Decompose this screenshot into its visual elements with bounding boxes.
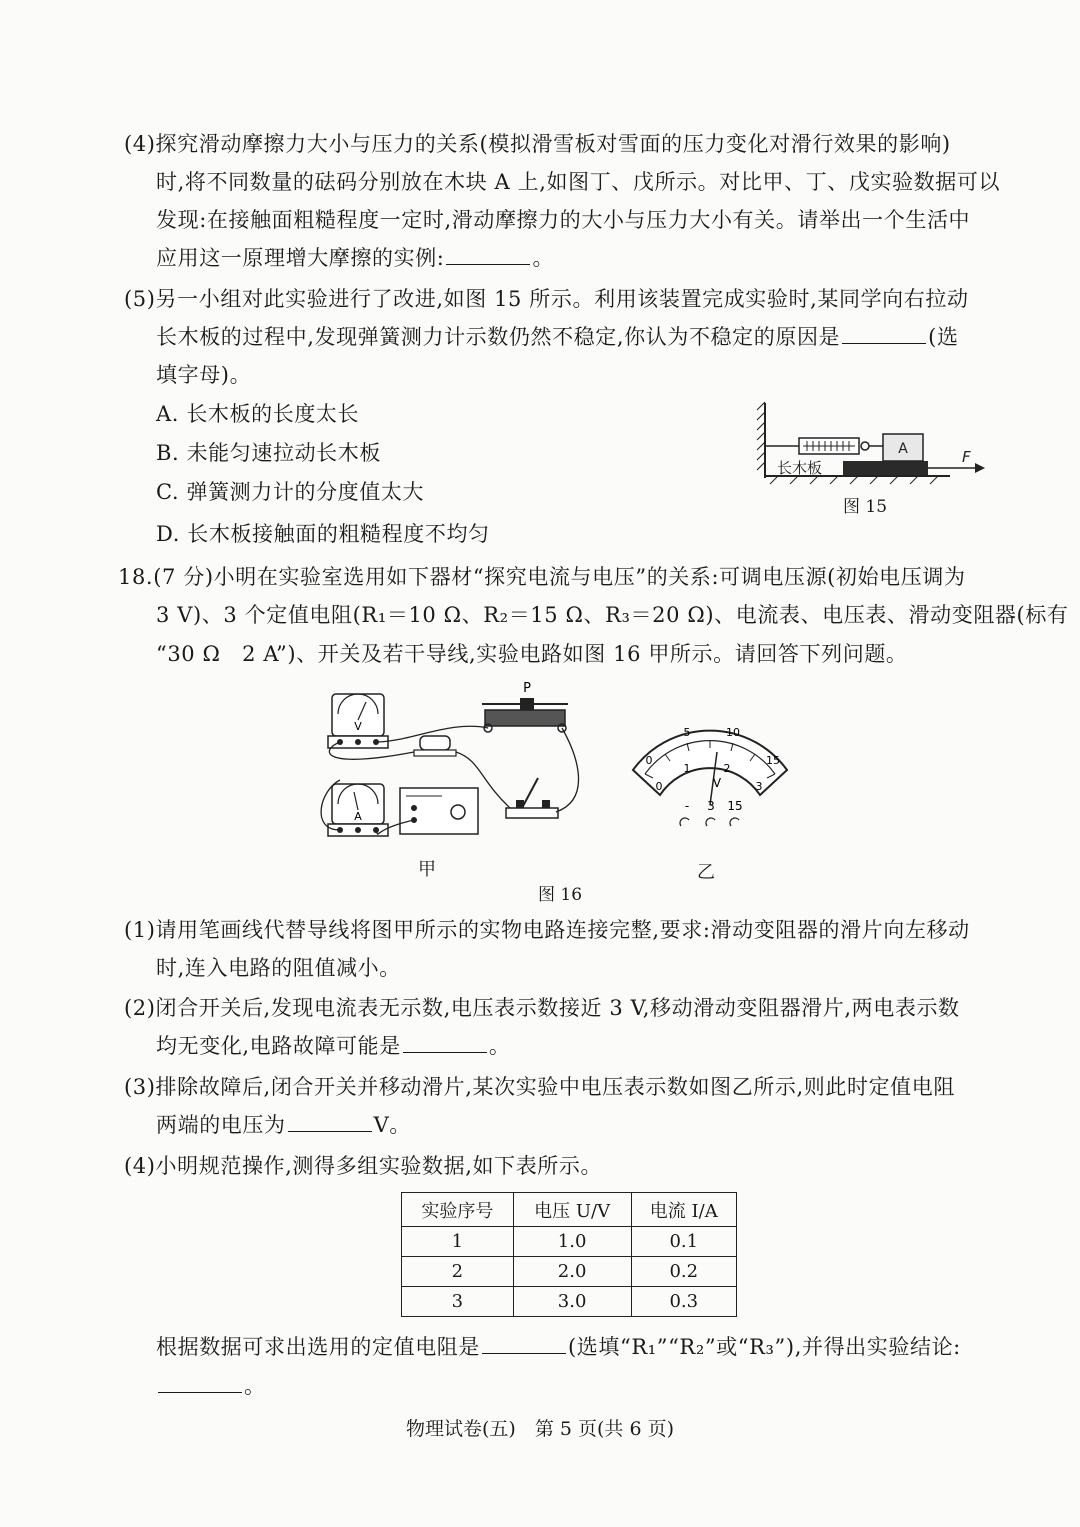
data-table	[401, 1192, 737, 1317]
power-supply	[400, 788, 478, 834]
q17-p5-text: 长木板的过程中,发现弹簧测力计示数仍然不稳定,你认为不稳定的原因是	[156, 325, 841, 349]
force-arrow	[975, 463, 985, 473]
table-header: 电压 U/V	[513, 1193, 631, 1227]
q17-p5-line3: 填字母)。	[156, 363, 252, 387]
table-header: 实验序号	[402, 1193, 514, 1227]
meter-top-tick-10: 10	[726, 726, 740, 739]
table-cell: 1	[402, 1227, 514, 1257]
q18-p3-line1: (3)排除故障后,闭合开关并移动滑片,某次实验中电压表示数如图乙所示,则此时定值电阻	[124, 1075, 955, 1099]
ammeter-label: A	[354, 810, 362, 823]
terminal-minus: -	[684, 799, 690, 813]
meter-bottom-tick-1: 1	[683, 762, 691, 775]
q18-intro-line1: 18.(7 分)小明在实验室选用如下器材“探究电流与电压”的关系:可调电压源(初始电压调为	[118, 565, 966, 589]
meter-top-tick-5: 5	[683, 726, 691, 739]
voltmeter	[328, 694, 388, 748]
meter-bottom-tick-0: 0	[655, 780, 663, 793]
board-label: 长木板	[777, 459, 823, 477]
q18-p4-line: (4)小明规范操作,测得多组实验数据,如下表所示。	[124, 1154, 603, 1178]
fixed-resistor	[414, 736, 456, 756]
table-cell: 2.0	[513, 1257, 631, 1287]
meter-top-tick-15: 15	[766, 754, 780, 767]
q17-p4-text: 应用这一原理增大摩擦的实例:	[156, 246, 445, 270]
option-b: B. 未能匀速拉动长木板	[156, 441, 381, 465]
q18-p3-text: 两端的电压为	[156, 1113, 286, 1137]
table-cell: 0.2	[631, 1257, 736, 1287]
table-row	[402, 1287, 737, 1317]
table-header: 电流 I/A	[631, 1193, 736, 1227]
meter-top-tick-0: 0	[645, 754, 653, 767]
block-label: A	[898, 441, 908, 457]
answer-blank[interactable]	[403, 1034, 487, 1053]
meter-bottom-tick-3: 3	[755, 780, 763, 793]
q17-p5-line1: (5)另一小组对此实验进行了改进,如图 15 所示。利用该装置完成实验时,某同学向右拉动	[124, 287, 969, 311]
answer-blank[interactable]	[158, 1374, 242, 1393]
q18-intro-line2: 3 V)、3 个定值电阻(R₁＝10 Ω、R₂＝15 Ω、R₃＝20 Ω)、电流表、电压表、滑动变阻器(标有	[156, 603, 1069, 627]
table-header-row	[402, 1193, 737, 1227]
answer-blank[interactable]	[482, 1335, 566, 1354]
option-d: D. 长木板接触面的粗糙程度不均匀	[156, 522, 490, 546]
option-c: C. 弹簧测力计的分度值太大	[156, 480, 425, 504]
terminal-3: 3	[707, 799, 715, 813]
force-label: F	[962, 448, 971, 466]
q18-p3-line2	[156, 1111, 411, 1139]
switch	[506, 778, 558, 818]
figure-16-meter-dial	[625, 700, 795, 830]
q18-p2-end: 。	[488, 1034, 511, 1058]
q18-conclusion-line1	[156, 1333, 961, 1361]
meter-bottom-tick-2: 2	[723, 762, 731, 775]
q18-intro-line3: “30 Ω 2 A”)、开关及若干导线,实验电路如图 16 甲所示。请回答下列问题。	[156, 642, 908, 666]
q17-p4-line1: (4)探究滑动摩擦力大小与压力的关系(模拟滑雪板对雪面的压力变化对滑行效果的影响)	[124, 132, 951, 156]
table-row	[402, 1257, 737, 1287]
q17-p5-line2	[156, 323, 959, 351]
q18-conclusion-tail: (选填“R₁”“R₂”或“R₃”),并得出实验结论:	[568, 1335, 961, 1359]
meter-unit: V	[712, 776, 722, 790]
q18-p1-line2: 时,连入电路的阻值减小。	[156, 956, 401, 980]
answer-blank[interactable]	[446, 246, 530, 265]
figure-16-caption: 图 16	[538, 885, 583, 905]
answer-blank[interactable]	[842, 325, 926, 344]
q17-p4-line4	[156, 244, 554, 272]
table-cell: 2	[402, 1257, 514, 1287]
figure-16-circuit	[310, 680, 600, 850]
table-cell: 0.3	[631, 1287, 736, 1317]
figure-16-sub-a: 甲	[418, 859, 436, 880]
q18-p3-end: V。	[373, 1113, 411, 1137]
slider-label: P	[523, 681, 531, 696]
table-cell: 1.0	[513, 1227, 631, 1257]
q18-p1-line1: (1)请用笔画线代替导线将图甲所示的实物电路连接完整,要求:滑动变阻器的滑片向左移动	[124, 918, 970, 942]
q17-p4-line3: 发现:在接触面粗糙程度一定时,滑动摩擦力的大小与压力大小有关。请举出一个生活中	[156, 208, 971, 232]
page-footer: 物理试卷(五) 第 5 页(共 6 页)	[406, 1418, 674, 1440]
q18-p2-line2	[156, 1032, 510, 1060]
answer-blank[interactable]	[288, 1113, 372, 1132]
terminal-15: 15	[727, 799, 743, 813]
table-row	[402, 1227, 737, 1257]
figure-16-sub-b: 乙	[697, 862, 715, 883]
table-cell: 0.1	[631, 1227, 736, 1257]
figure-15-caption: 图 15	[843, 497, 888, 517]
q17-p4-line2: 时,将不同数量的砝码分别放在木块 A 上,如图丁、戊所示。对比甲、丁、戊实验数据可以	[156, 170, 1001, 194]
q18-conclusion-end: 。	[244, 1374, 266, 1398]
table-cell: 3	[402, 1287, 514, 1317]
voltmeter-label: V	[354, 720, 362, 733]
q18-p2-line1: (2)闭合开关后,发现电流表无示数,电压表示数接近 3 V,移动滑动变阻器滑片,两电表示数	[124, 996, 960, 1020]
q17-p4-end: 。	[532, 246, 555, 270]
ammeter	[328, 784, 388, 836]
table-cell: 3.0	[513, 1287, 631, 1317]
option-a: A. 长木板的长度太长	[156, 402, 360, 426]
q17-p5-tail: (选	[928, 325, 959, 349]
rheostat	[482, 681, 568, 732]
figure-15	[755, 398, 995, 488]
q18-p2-text: 均无变化,电路故障可能是	[156, 1034, 401, 1058]
q18-conclusion-line2	[156, 1372, 266, 1400]
q18-conclusion-text: 根据数据可求出选用的定值电阻是	[156, 1335, 480, 1359]
